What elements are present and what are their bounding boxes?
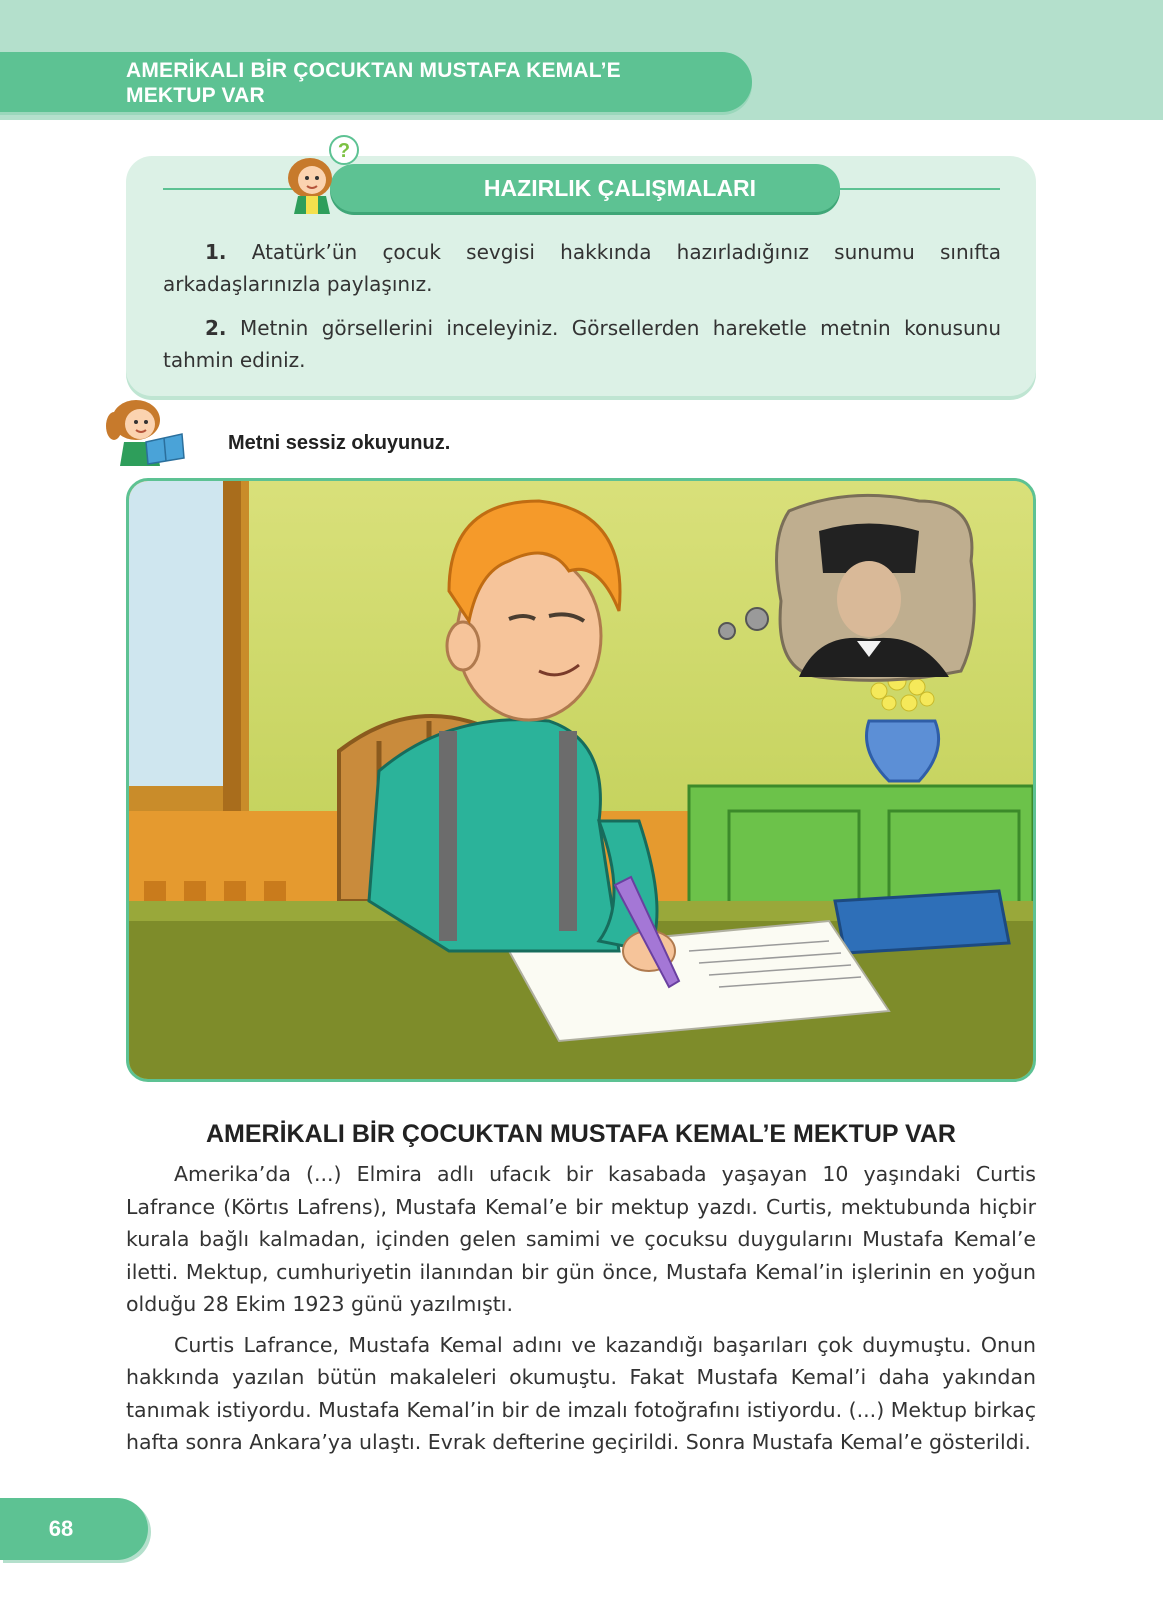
thinking-girl-icon	[278, 134, 368, 214]
reading-girl-icon	[102, 396, 188, 466]
item-number: 2.	[205, 316, 227, 340]
item-text: Atatürk’ün çocuk sevgisi hakkında hazırladığınız sunumu sınıfta arkadaşlarınızla paylaşınız.	[163, 240, 1002, 296]
divider-line	[838, 188, 1000, 190]
lesson-title-line2: MEKTUP VAR	[126, 84, 265, 107]
reading-instruction: Metni sessiz okuyunuz.	[228, 432, 451, 454]
story-paragraph: Curtis Lafrance, Mustafa Kemal adını ve kazandığı başarıları çok duymuştu. Onun hakkında yazılan bütün makaleleri okumuştu. Fakat Mustafa Kemal’i daha yakından tanımak istiyordu. Mustafa Kemal’in bir de imzalı fotoğrafını istiyordu. (...) Mektup birkaç hafta sonra Ankara’ya ulaştı. Evrak defterine geçirildi. Sonra Mustafa Kemal’e gösterildi.	[126, 1332, 1036, 1454]
story-illustration	[126, 478, 1036, 1082]
preparation-item	[163, 312, 1001, 376]
question-mark: ?	[337, 140, 351, 162]
preparation-list	[163, 236, 1001, 388]
lesson-title-line1: AMERİKALI BİR ÇOCUKTAN MUSTAFA KEMAL’E	[126, 59, 621, 82]
preparation-title: HAZIRLIK ÇALIŞMALARI	[483, 174, 757, 201]
boy-writing-letter-image	[129, 481, 1033, 1079]
page-number: 68	[48, 1516, 74, 1541]
lesson-title	[126, 58, 621, 108]
item-text: Metnin görsellerini inceleyiniz. Görsellerden hareketle metnin konusunu tahmin ediniz.	[163, 316, 1002, 372]
story-paragraph: Amerika’da (...) Elmira adlı ufacık bir kasabada yaşayan 10 yaşındaki Curtis Lafrance (Körtıs Lafrens), Mustafa Kemal’e bir mektup yazdı. Curtis, mektubunda hiçbir kurala bağlı kalmadan, içinden gelen samimi ve çocuksu duygularını Mustafa Kemal’e iletti. Mektup, cumhuriyetin ilanından bir gün önce, Mustafa Kemal’in işlerinin en yoğun olduğu 28 Ekim 1923 günü yazılmıştı.	[126, 1162, 1036, 1316]
item-number: 1.	[205, 240, 227, 264]
story-body	[126, 1158, 1036, 1467]
story-title: AMERİKALI BİR ÇOCUKTAN MUSTAFA KEMAL’E MEKTUP VAR	[206, 1120, 956, 1148]
preparation-item	[163, 236, 1001, 300]
divider-line	[163, 188, 293, 190]
